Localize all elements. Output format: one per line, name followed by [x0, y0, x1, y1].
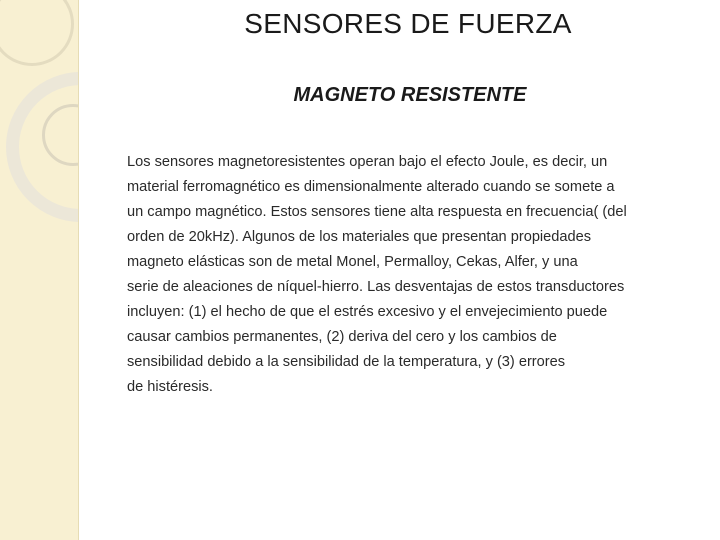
body-line: incluyen: (1) el hecho de que el estrés excesivo y el envejecimiento puede — [127, 304, 608, 320]
body-line: causar cambios permanentes, (2) deriva del cero y los cambios de — [127, 329, 557, 345]
body-line: magneto elásticas son de metal Monel, Permalloy, Cekas, Alfer, y una — [127, 254, 578, 270]
body-line: sensibilidad debido a la sensibilidad de la temperatura, y (3) errores — [127, 354, 566, 370]
slide-subtitle: MAGNETO RESISTENTE — [293, 84, 527, 106]
slide-title: SENSORES DE FUERZA — [244, 8, 572, 39]
body-line: orden de 20kHz). Algunos de los materiales que presentan propiedades — [127, 229, 592, 245]
decorative-side-band — [0, 0, 79, 540]
body-line: Los sensores magnetoresistentes operan bajo el efecto Joule, es decir, un — [127, 154, 608, 170]
slide-body — [127, 150, 717, 400]
body-line: de histéresis. — [127, 379, 213, 395]
body-line: un campo magnético. Estos sensores tiene alta respuesta en frecuencia( (del — [127, 204, 627, 220]
body-line: material ferromagnético es dimensionalmente alterado cuando se somete a — [127, 179, 615, 195]
body-line: serie de aleaciones de níquel-hierro. Las desventajas de estos transductores — [127, 279, 625, 295]
